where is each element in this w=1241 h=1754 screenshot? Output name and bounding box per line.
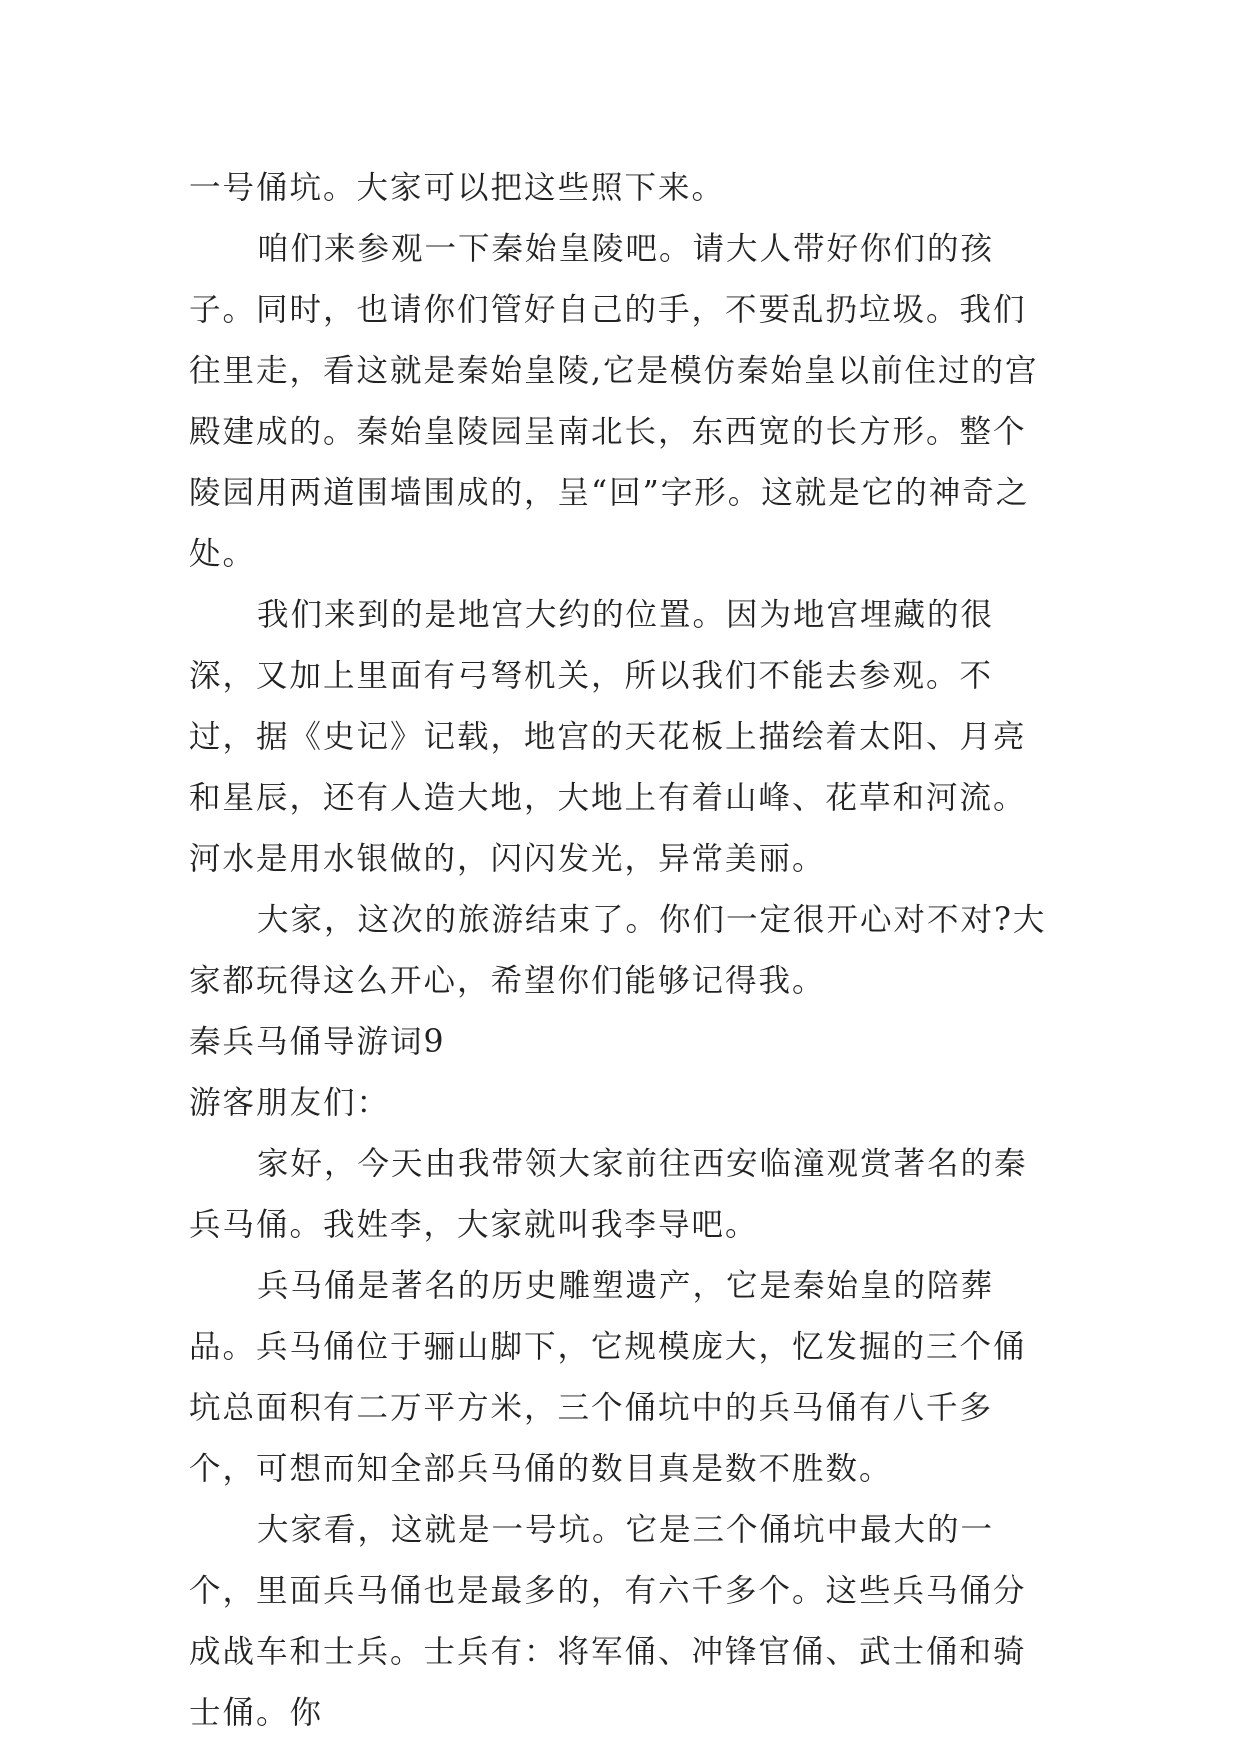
- paragraph: 大家，这次的旅游结束了。你们一定很开心对不对?大家都玩得这么开心，希望你们能够记得我。: [189, 902, 1047, 999]
- paragraph: 我们来到的是地宫大约的位置。因为地宫埋藏的很深，又加上里面有弓弩机关，所以我们不能去参观。不过，据《史记》记载，地宫的天花板上描绘着太阳、月亮和星辰，还有人造大地，大地上有着山峰、花草和河流。河水是用水银做的，闪闪发光，异常美丽。: [189, 597, 1027, 877]
- paragraph: 一号俑坑。大家可以把这些照下来。: [189, 170, 726, 206]
- paragraph: 家好，今天由我带领大家前往西安临潼观赏著名的秦兵马俑。我姓李，大家就叫我李导吧。: [189, 1146, 1028, 1243]
- section-heading: 秦兵马俑导游词9: [189, 1024, 446, 1060]
- document-body: [189, 158, 1059, 1744]
- paragraph: 大家看，这就是一号坑。它是三个俑坑中最大的一个，里面兵马俑也是最多的，有六千多个。这些兵马俑分成战车和士兵。士兵有：将军俑、冲锋官俑、武士俑和骑士俑。你: [189, 1512, 1027, 1731]
- paragraph: 兵马俑是著名的历史雕塑遗产，它是秦始皇的陪葬品。兵马俑位于骊山脚下，它规模庞大，忆发掘的三个俑坑总面积有二万平方米，三个俑坑中的兵马俑有八千多个，可想而知全部兵马俑的数目真是数不胜数。: [189, 1268, 1027, 1487]
- paragraph: 咱们来参观一下秦始皇陵吧。请大人带好你们的孩子。同时，也请你们管好自己的手，不要乱扔垃圾。我们往里走，看这就是秦始皇陵,它是模仿秦始皇以前住过的宫殿建成的。秦始皇陵园呈南北长，东西宽的长方形。整个陵园用两道围墙围成的，呈“回”字形。这就是它的神奇之处。: [189, 231, 1039, 572]
- salutation: 游客朋友们：: [189, 1085, 391, 1121]
